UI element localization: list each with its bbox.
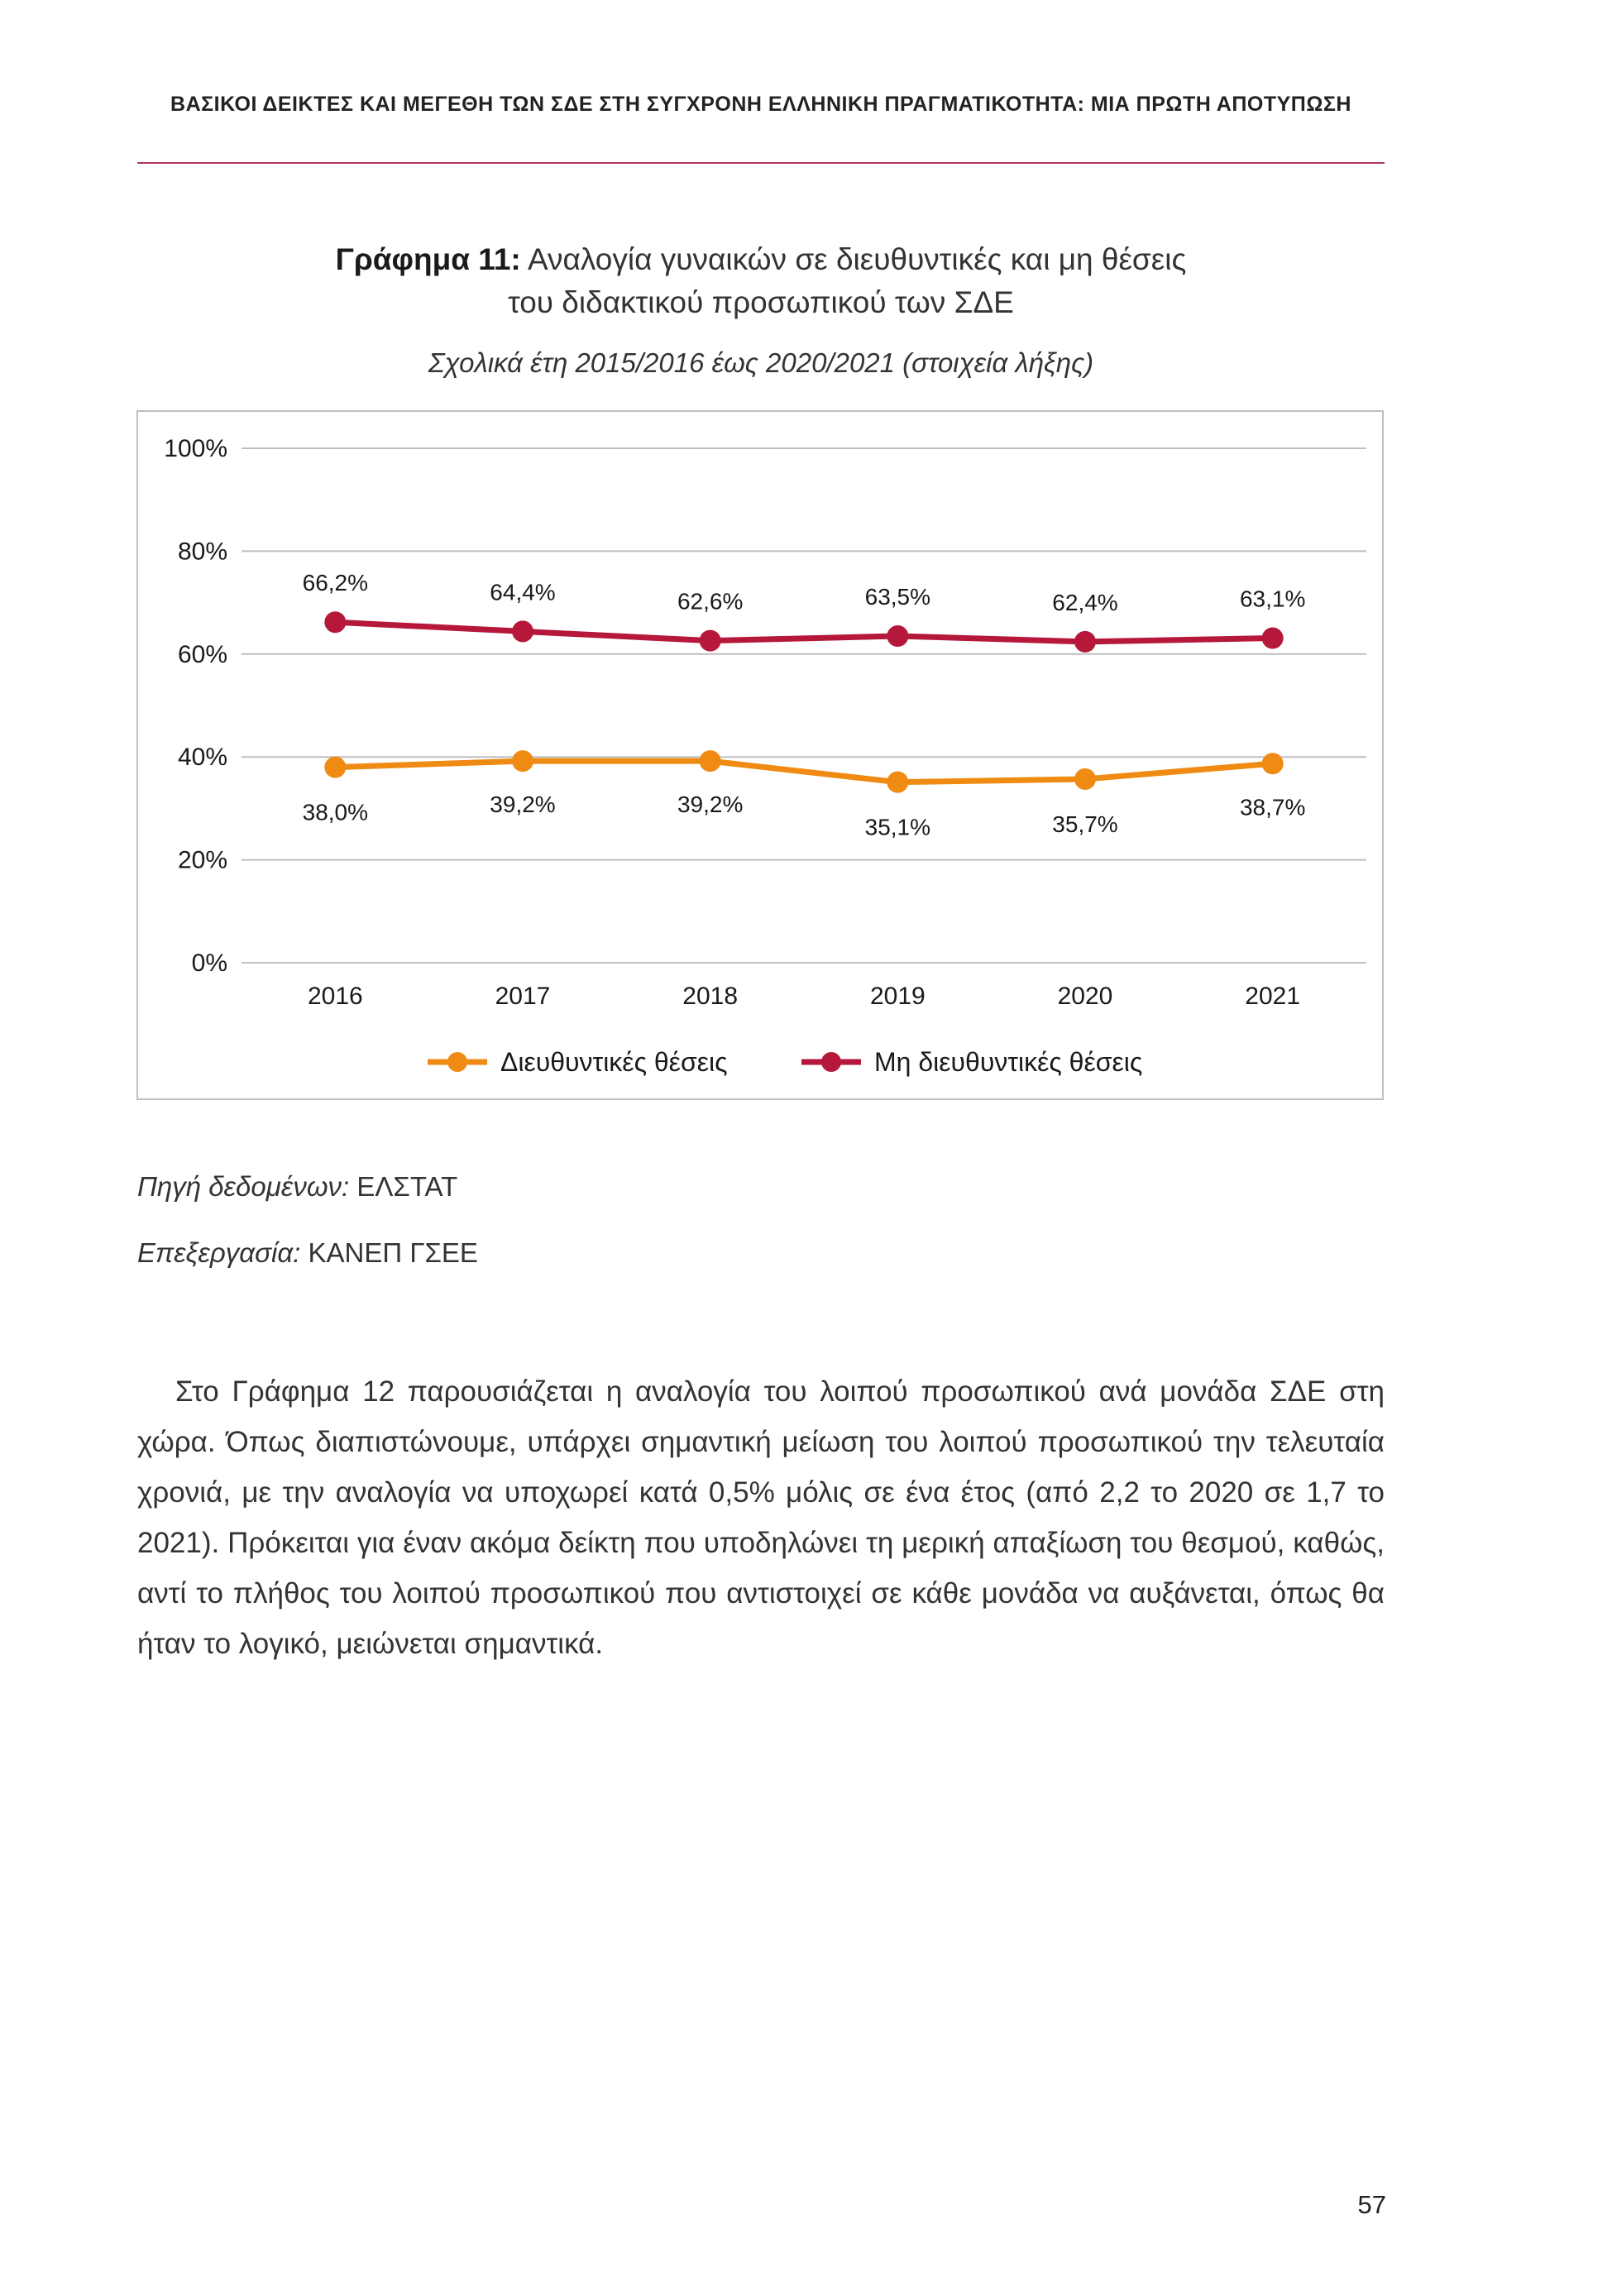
data-label: 62,6%	[677, 588, 744, 615]
data-source-label: Πηγή δεδομένων:	[137, 1171, 350, 1202]
x-tick-label: 2016	[307, 983, 363, 1010]
page-number: 57	[1357, 2190, 1386, 2219]
data-point	[324, 757, 346, 778]
series-line	[335, 622, 1272, 642]
data-source-value: ΕΛΣΤΑΤ	[356, 1171, 458, 1202]
chart-title	[137, 238, 1385, 324]
x-tick-label: 2017	[495, 983, 551, 1010]
data-label: 38,0%	[302, 799, 369, 825]
running-header: ΒΑΣΙΚΟΙ ΔΕΙΚΤΕΣ ΚΑΙ ΜΕΓΕΘΗ ΤΩΝ ΣΔΕ ΣΤΗ ΣΥΓΧΡΟΝΗ ΕΛΛΗΝΙΚΗ ΠΡΑΓΜΑΤΙΚΟΤΗΤΑ: ΜΙΑ ΠΡΩΤΗ ΑΠΟΤΥΠΩΣΗ	[170, 93, 1351, 116]
body-paragraph: Στο Γράφημα 12 παρουσιάζεται η αναλογία του λοιπού προσωπικού ανά μονάδα ΣΔΕ στη χώρα. Όπως διαπιστώνουμε, υπάρχει σημαντική μείωση του λοιπού προσωπικού την τελευταία χρονιά, με την αναλογία να υποχωρεί κατά 0,5% μόλις σε ένα έτος (από 2,2 το 2020 σε 1,7 το 2021). Πρόκειται για έναν ακόμα δείκτη που υποδηλώνει τη μερική απαξίωση του θεσμού, καθώς, αντί το πλήθος του λοιπού προσωπικού που αντιστοιχεί σε κάθε μονάδα να αυξάνεται, όπως θα ήταν το λογικό, μειώνεται σημαντικά.	[137, 1375, 1385, 1660]
processing-source	[137, 1237, 478, 1269]
legend-label: Διευθυντικές θέσεις	[500, 1047, 728, 1077]
data-point	[700, 630, 721, 652]
data-label: 62,4%	[1052, 589, 1118, 615]
legend-swatch-marker	[821, 1052, 841, 1072]
y-tick-label: 40%	[177, 744, 227, 772]
legend-label: Μη διευθυντικές θέσεις	[874, 1047, 1143, 1077]
figure-label: Γράφημα 11:	[335, 242, 521, 276]
data-label: 39,2%	[490, 792, 556, 818]
data-point	[1262, 628, 1284, 649]
x-tick-label: 2019	[869, 983, 926, 1010]
y-tick-label: 20%	[177, 846, 227, 874]
data-point	[512, 750, 533, 772]
data-label: 39,2%	[677, 792, 744, 818]
processing-label: Επεξεργασία:	[137, 1237, 301, 1268]
x-tick-label: 2018	[682, 983, 739, 1010]
data-label: 66,2%	[302, 570, 369, 596]
x-tick-label: 2021	[1245, 983, 1301, 1010]
line-chart	[138, 412, 1382, 1098]
data-label: 63,5%	[864, 584, 931, 610]
y-tick-label: 100%	[164, 435, 227, 462]
data-label: 35,7%	[1052, 811, 1118, 837]
data-point	[1074, 631, 1096, 653]
legend-swatch-marker	[447, 1052, 467, 1072]
x-tick-label: 2020	[1057, 983, 1113, 1010]
y-tick-label: 0%	[191, 949, 227, 977]
processing-value: ΚΑΝΕΠ ΓΣΕΕ	[308, 1237, 478, 1268]
data-label: 35,1%	[864, 814, 931, 840]
figure-title-line2: του διδακτικού προσωπικού των ΣΔΕ	[508, 285, 1014, 319]
data-point	[512, 620, 533, 642]
data-point	[1262, 753, 1284, 774]
data-point	[887, 625, 908, 647]
y-tick-label: 60%	[177, 640, 227, 668]
data-point	[324, 611, 346, 633]
series-line	[335, 761, 1272, 782]
header-divider	[137, 162, 1385, 164]
data-label: 63,1%	[1239, 586, 1306, 612]
data-source	[137, 1171, 457, 1203]
data-point	[1074, 768, 1096, 790]
chart-frame	[136, 410, 1384, 1100]
data-point	[700, 750, 721, 772]
y-tick-label: 80%	[177, 538, 227, 566]
data-point	[887, 772, 908, 793]
chart-subtitle: Σχολικά έτη 2015/2016 έως 2020/2021 (στοιχεία λήξης)	[428, 347, 1094, 378]
data-label: 38,7%	[1239, 794, 1306, 820]
figure-title-line1: Αναλογία γυναικών σε διευθυντικές και μη θέσεις	[527, 242, 1187, 276]
data-label: 64,4%	[490, 579, 556, 605]
